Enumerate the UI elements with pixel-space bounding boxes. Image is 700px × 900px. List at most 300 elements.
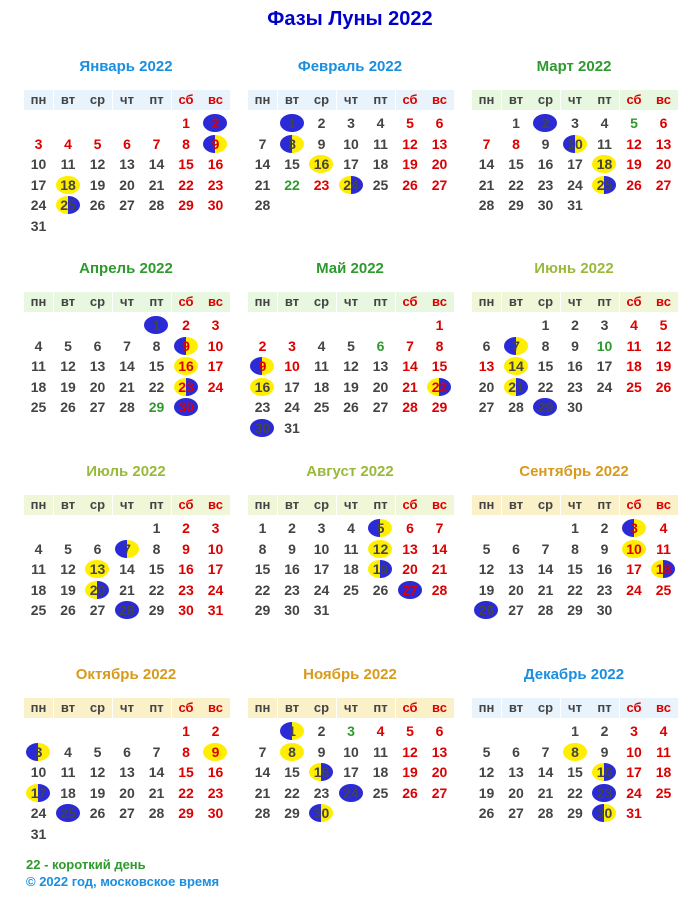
day-cell — [337, 559, 366, 579]
day-number: 18 — [343, 561, 359, 577]
day-cell — [24, 600, 53, 620]
day-cell — [337, 134, 366, 154]
day-number: 25 — [30, 602, 47, 618]
weekday-header: пн — [24, 292, 53, 312]
day-cell — [248, 195, 277, 215]
day-cell — [142, 356, 171, 376]
day-cell — [502, 803, 531, 823]
day-number: 20 — [431, 156, 448, 172]
weekday-header: пт — [142, 90, 171, 110]
day-number: 17 — [30, 784, 47, 801]
month-title: Февраль 2022 — [297, 58, 403, 75]
day-cell — [472, 377, 501, 397]
day-cell — [172, 783, 201, 803]
day-number: 19 — [478, 581, 495, 598]
day-number: 24 — [343, 176, 359, 193]
day-cell — [366, 356, 395, 376]
day-cell — [54, 195, 83, 215]
day-cell — [590, 113, 619, 133]
day-cell — [307, 356, 336, 376]
weekday-header: вс — [425, 495, 454, 515]
day-number: 29 — [567, 602, 583, 618]
day-cell — [278, 356, 307, 376]
day-number: 22 — [431, 378, 448, 395]
day-number: 27 — [119, 805, 135, 821]
weekday-header: ср — [531, 495, 560, 515]
day-cell — [590, 518, 619, 538]
day-cell — [366, 559, 395, 579]
day-cell — [307, 600, 336, 620]
day-cell — [24, 175, 53, 195]
day-cell — [248, 600, 277, 620]
day-number: 4 — [376, 723, 385, 739]
day-number: 1 — [152, 520, 161, 536]
day-cell — [172, 175, 201, 195]
day-number: 1 — [571, 520, 579, 536]
day-number: 9 — [288, 540, 296, 557]
copyright-note: © 2022 год, московское время — [26, 874, 220, 889]
day-number: 7 — [435, 520, 444, 536]
day-cell — [561, 113, 590, 133]
day-cell — [531, 154, 560, 174]
day-cell — [24, 762, 53, 782]
weekday-header: вс — [425, 90, 454, 110]
day-number: 13 — [655, 135, 672, 152]
weekday-header: вс — [201, 90, 230, 110]
day-number: 8 — [258, 540, 267, 557]
day-cell — [142, 134, 171, 154]
day-number: 10 — [596, 337, 613, 354]
day-number: 3 — [34, 135, 43, 152]
day-number: 18 — [626, 358, 642, 374]
weekday-header: пт — [142, 495, 171, 515]
day-cell — [590, 336, 619, 356]
day-cell — [531, 783, 560, 803]
day-cell — [620, 742, 649, 762]
day-number: 18 — [30, 581, 47, 598]
day-number: 9 — [600, 540, 609, 557]
day-number: 1 — [182, 723, 190, 739]
day-cell — [590, 803, 619, 823]
day-cell — [396, 113, 425, 133]
day-cell — [248, 336, 277, 356]
weekday-header: пн — [248, 495, 277, 515]
day-number: 30 — [254, 419, 271, 436]
day-number: 9 — [571, 337, 579, 354]
day-number: 22 — [178, 176, 194, 193]
day-cell — [337, 113, 366, 133]
day-number: 18 — [372, 156, 389, 172]
day-number: 30 — [178, 602, 194, 618]
day-cell — [278, 600, 307, 620]
day-cell — [201, 783, 230, 803]
day-number: 5 — [64, 337, 72, 354]
day-cell — [307, 742, 336, 762]
day-cell — [113, 742, 142, 762]
day-number: 30 — [596, 602, 613, 618]
day-cell — [561, 377, 590, 397]
day-number: 18 — [313, 378, 330, 395]
day-number: 10 — [207, 540, 224, 557]
day-cell — [620, 721, 649, 741]
day-number: 14 — [148, 156, 165, 172]
day-cell — [472, 742, 501, 762]
day-cell — [248, 762, 277, 782]
day-number: 9 — [182, 540, 190, 557]
day-cell — [590, 356, 619, 376]
day-number: 19 — [626, 156, 642, 172]
day-number: 22 — [148, 378, 165, 395]
day-cell — [113, 377, 142, 397]
day-number: 27 — [431, 176, 448, 193]
day-cell — [561, 721, 590, 741]
day-number: 15 — [284, 156, 300, 172]
day-number: 26 — [89, 805, 106, 821]
day-number: 20 — [508, 784, 524, 801]
day-cell — [531, 195, 560, 215]
day-number: 29 — [148, 399, 165, 415]
day-cell — [396, 356, 425, 376]
day-cell — [201, 803, 230, 823]
day-cell — [83, 742, 112, 762]
day-cell — [113, 803, 142, 823]
day-number: 28 — [148, 197, 165, 213]
day-cell — [24, 377, 53, 397]
day-cell — [172, 580, 201, 600]
weekday-header: пт — [366, 495, 395, 515]
weekday-header: вс — [649, 292, 678, 312]
day-number: 13 — [372, 358, 389, 374]
day-number: 24 — [30, 805, 47, 821]
day-number: 13 — [89, 358, 106, 374]
day-number: 1 — [571, 723, 579, 739]
day-number: 2 — [600, 520, 609, 536]
month-calendar — [248, 666, 452, 856]
day-number: 14 — [254, 156, 271, 172]
weekday-header: чт — [561, 698, 590, 718]
day-number: 8 — [571, 540, 579, 557]
day-cell — [502, 336, 531, 356]
day-number: 11 — [31, 561, 46, 577]
day-number: 9 — [541, 135, 550, 152]
day-number: 27 — [119, 197, 135, 213]
day-cell — [201, 113, 230, 133]
day-number: 31 — [30, 825, 47, 842]
day-number: 16 — [207, 764, 224, 780]
day-number: 29 — [537, 399, 554, 415]
day-cell — [590, 600, 619, 620]
day-cell — [472, 539, 501, 559]
day-cell — [54, 600, 83, 620]
day-number: 27 — [655, 176, 672, 193]
weekday-header: ср — [83, 292, 112, 312]
weekday-header: чт — [561, 495, 590, 515]
day-number: 15 — [254, 561, 271, 577]
day-cell — [396, 721, 425, 741]
day-cell — [502, 742, 531, 762]
day-number: 6 — [482, 337, 491, 354]
day-number: 7 — [541, 540, 550, 557]
day-cell — [278, 418, 307, 438]
day-cell — [649, 356, 678, 376]
day-cell — [590, 783, 619, 803]
day-cell — [172, 518, 201, 538]
day-cell — [307, 175, 336, 195]
day-cell — [307, 539, 336, 559]
day-number: 22 — [254, 581, 271, 598]
day-number: 12 — [343, 358, 359, 374]
day-number: 21 — [402, 378, 418, 395]
month-title: Август 2022 — [306, 463, 394, 480]
day-cell — [472, 175, 501, 195]
day-cell — [54, 154, 83, 174]
day-number: 2 — [258, 337, 267, 354]
day-cell — [142, 600, 171, 620]
day-number: 18 — [60, 784, 76, 801]
day-number: 22 — [178, 784, 194, 801]
day-number: 13 — [402, 540, 418, 557]
day-number: 2 — [211, 723, 220, 739]
weekday-header: сб — [172, 90, 201, 110]
day-number: 9 — [258, 358, 267, 374]
day-number: 14 — [431, 540, 448, 557]
day-number: 16 — [567, 358, 583, 374]
weekday-header: пн — [472, 90, 501, 110]
day-cell — [113, 783, 142, 803]
day-cell — [278, 721, 307, 741]
day-number: 30 — [567, 399, 583, 415]
day-number: 23 — [284, 581, 300, 598]
day-cell — [54, 783, 83, 803]
day-cell — [561, 518, 590, 538]
day-number: 1 — [288, 723, 296, 739]
day-cell — [502, 539, 531, 559]
day-cell — [278, 377, 307, 397]
day-number: 5 — [376, 520, 385, 536]
day-cell — [649, 134, 678, 154]
day-number: 24 — [567, 176, 583, 193]
day-number: 1 — [541, 317, 550, 333]
month-title: Октябрь 2022 — [75, 666, 177, 683]
day-cell — [54, 336, 83, 356]
day-cell — [366, 154, 395, 174]
day-cell — [142, 539, 171, 559]
day-cell — [425, 154, 454, 174]
day-number: 16 — [284, 561, 300, 577]
month-calendar — [472, 463, 676, 653]
day-number: 25 — [372, 176, 389, 193]
day-cell — [172, 336, 201, 356]
day-number: 16 — [313, 764, 330, 780]
day-number: 24 — [207, 378, 224, 395]
day-number: 6 — [512, 540, 520, 557]
day-cell — [201, 134, 230, 154]
day-number: 29 — [284, 805, 300, 821]
day-cell — [142, 336, 171, 356]
day-number: 29 — [148, 602, 165, 618]
day-number: 12 — [402, 743, 418, 760]
day-cell — [396, 580, 425, 600]
day-number: 22 — [284, 176, 300, 193]
day-cell — [531, 742, 560, 762]
day-cell — [307, 559, 336, 579]
day-cell — [396, 175, 425, 195]
day-cell — [590, 175, 619, 195]
day-number: 27 — [402, 581, 418, 598]
short-day-legend: 22 - короткий день — [26, 857, 146, 872]
day-number: 27 — [508, 602, 524, 618]
day-cell — [24, 783, 53, 803]
day-number: 2 — [541, 115, 550, 131]
day-number: 13 — [89, 561, 106, 577]
day-cell — [649, 539, 678, 559]
day-number: 10 — [343, 743, 359, 760]
day-cell — [649, 336, 678, 356]
weekday-header: вс — [649, 495, 678, 515]
day-cell — [54, 742, 83, 762]
day-number: 12 — [402, 135, 418, 152]
day-cell — [472, 559, 501, 579]
weekday-header: пн — [24, 90, 53, 110]
day-number: 8 — [288, 135, 296, 152]
day-number: 11 — [656, 540, 671, 557]
day-cell — [337, 783, 366, 803]
month-title: Сентябрь 2022 — [519, 463, 629, 480]
day-cell — [201, 315, 230, 335]
day-number: 7 — [123, 540, 131, 557]
weekday-header: чт — [337, 698, 366, 718]
day-cell — [425, 315, 454, 335]
day-number: 17 — [567, 156, 583, 172]
day-number: 28 — [119, 602, 135, 618]
day-number: 11 — [60, 156, 76, 172]
day-cell — [278, 559, 307, 579]
day-number: 3 — [630, 520, 638, 536]
day-number: 10 — [30, 156, 47, 172]
day-cell — [396, 397, 425, 417]
day-cell — [620, 580, 649, 600]
day-cell — [620, 356, 649, 376]
day-number: 16 — [207, 156, 224, 172]
day-cell — [83, 175, 112, 195]
day-cell — [278, 580, 307, 600]
day-cell — [83, 539, 112, 559]
day-number: 26 — [626, 176, 642, 193]
month-calendar — [24, 58, 228, 248]
day-cell — [83, 580, 112, 600]
day-number: 9 — [317, 135, 326, 152]
day-number: 20 — [431, 764, 448, 780]
day-number: 16 — [178, 358, 194, 374]
day-cell — [248, 175, 277, 195]
day-number: 26 — [343, 399, 359, 415]
day-number: 7 — [512, 337, 520, 354]
day-cell — [425, 742, 454, 762]
weekday-header: пн — [24, 495, 53, 515]
day-number: 30 — [596, 805, 613, 821]
day-cell — [425, 518, 454, 538]
day-number: 30 — [178, 399, 194, 415]
day-cell — [172, 315, 201, 335]
day-cell — [396, 518, 425, 538]
day-number: 26 — [478, 805, 495, 821]
day-cell — [472, 336, 501, 356]
day-cell — [502, 154, 531, 174]
day-number: 30 — [537, 197, 554, 213]
day-number: 20 — [372, 378, 389, 395]
day-cell — [278, 539, 307, 559]
day-number: 2 — [211, 115, 220, 131]
day-number: 30 — [207, 197, 224, 213]
day-number: 22 — [567, 581, 583, 598]
day-number: 27 — [89, 399, 106, 415]
day-number: 15 — [508, 156, 524, 172]
day-number: 4 — [317, 337, 326, 354]
day-number: 9 — [317, 743, 326, 760]
day-number: 29 — [254, 602, 271, 618]
day-cell — [278, 742, 307, 762]
day-cell — [278, 336, 307, 356]
day-number: 2 — [317, 723, 326, 739]
day-number: 23 — [313, 784, 330, 801]
day-cell — [337, 397, 366, 417]
day-number: 8 — [435, 337, 444, 354]
day-cell — [649, 580, 678, 600]
day-cell — [83, 154, 112, 174]
day-cell — [366, 539, 395, 559]
day-cell — [366, 742, 395, 762]
day-number: 3 — [211, 317, 220, 333]
day-cell — [172, 721, 201, 741]
day-cell — [113, 336, 142, 356]
month-calendar — [472, 58, 676, 248]
day-number: 4 — [659, 723, 668, 739]
day-cell — [590, 580, 619, 600]
day-number: 3 — [571, 115, 579, 131]
day-cell — [24, 397, 53, 417]
day-cell — [201, 721, 230, 741]
day-number: 13 — [508, 561, 524, 577]
weekday-header: вс — [425, 698, 454, 718]
day-number: 12 — [60, 561, 76, 577]
day-cell — [649, 315, 678, 335]
day-cell — [248, 397, 277, 417]
day-number: 7 — [258, 135, 267, 152]
day-cell — [425, 356, 454, 376]
day-cell — [337, 762, 366, 782]
day-cell — [142, 175, 171, 195]
weekday-header: вт — [502, 90, 531, 110]
day-number: 28 — [254, 197, 271, 213]
weekday-header: сб — [620, 698, 649, 718]
day-number: 13 — [119, 156, 135, 172]
day-number: 7 — [152, 743, 161, 760]
day-number: 12 — [89, 156, 106, 172]
day-cell — [142, 559, 171, 579]
day-cell — [396, 154, 425, 174]
day-number: 25 — [655, 784, 672, 801]
month-title: Март 2022 — [536, 58, 612, 75]
weekday-header: сб — [172, 495, 201, 515]
day-cell — [620, 113, 649, 133]
weekday-header: пн — [472, 495, 501, 515]
weekday-header: сб — [396, 495, 425, 515]
day-cell — [472, 195, 501, 215]
weekday-header: чт — [113, 495, 142, 515]
day-cell — [425, 336, 454, 356]
day-number: 21 — [254, 784, 271, 801]
day-number: 5 — [406, 115, 414, 131]
